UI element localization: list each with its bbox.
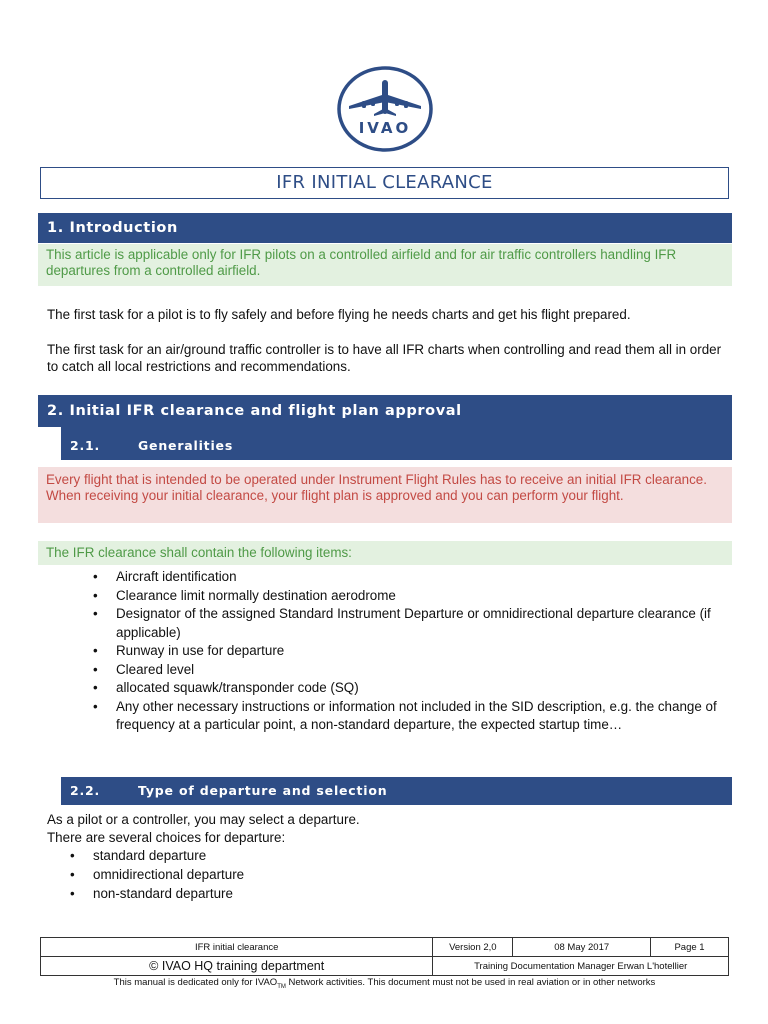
footer-doc-name: IFR initial clearance [41,938,433,957]
list-item: • Any other necessary instructions or information not included in the SID description, e.g. the change of frequency at a particular point, a non-standard departure, the expected startup time… [93,698,723,735]
footer-date: 08 May 2017 [513,938,651,957]
list-item: • standard departure [70,846,670,865]
airplane-icon [349,80,421,116]
applicability-note: This article is applicable only for IFR pilots on a controlled airfield and for air traffic controllers handling IFR departures from a controlled airfield. [38,244,732,286]
departure-select-paragraph: As a pilot or a controller, you may select a departure. [47,812,360,827]
subsection-heading-departure-type [61,777,732,805]
list-item: • Clearance limit normally destination aerodrome [93,587,723,606]
footer-copyright: © IVAO HQ training department [41,957,433,976]
departure-choices-paragraph: There are several choices for departure: [47,830,286,845]
page-footer-table [40,937,729,976]
list-item: • omnidirectional departure [70,865,670,884]
warning-line-2: When receiving your initial clearance, your flight plan is approved and you can perform your flight. [46,488,624,503]
list-item: • Cleared level [93,661,723,680]
list-item: • Runway in use for departure [93,642,723,661]
list-item: • Designator of the assigned Standard Instrument Departure or omnidirectional departure clearance (if applicable) [93,605,723,642]
footer-manager: Training Documentation Manager Erwan L'hotellier [433,957,729,976]
subsection-heading-generalities [61,432,732,460]
clearance-warning-note [38,467,732,523]
document-title: IFR INITIAL CLEARANCE [40,167,729,199]
footer-page: Page 1 [651,938,729,957]
section-heading-introduction: 1. Introduction [38,213,732,243]
warning-line-1: Every flight that is intended to be operated under Instrument Flight Rules has to receive an initial IFR clearance. [46,472,707,487]
footer-version: Version 2,0 [433,938,513,957]
ivao-logo-text: IVAO [358,119,412,137]
list-item: • allocated squawk/transponder code (SQ) [93,679,723,698]
section-heading-initial-clearance: 2. Initial IFR clearance and flight plan approval [38,395,732,427]
footer-disclaimer [40,977,729,990]
subsection-title: Type of departure and selection [138,783,388,798]
disclaimer-text-end: Network activities. This document must not be used in real aviation or in other networks [285,977,656,988]
ivao-logo [337,66,433,152]
clearance-items-note: The IFR clearance shall contain the following items: [38,541,732,565]
list-item: • Aircraft identification [93,568,723,587]
trademark-mark: TM [277,983,286,990]
subsection-number: 2.2. [70,783,101,798]
clearance-items-list [93,568,723,735]
list-item: • non-standard departure [70,884,670,903]
controller-task-paragraph: The first task for an air/ground traffic controller is to have all IFR charts when controlling and read them all in order to catch all local restrictions and recommendations. [47,342,722,374]
disclaimer-text: This manual is dedicated only for IVAO [113,977,278,988]
subsection-number: 2.1. [70,438,101,453]
subsection-title: Generalities [138,438,234,453]
pilot-task-paragraph: The first task for a pilot is to fly safely and before flying he needs charts and get his flight prepared. [47,307,631,322]
departure-types-list [70,846,670,903]
